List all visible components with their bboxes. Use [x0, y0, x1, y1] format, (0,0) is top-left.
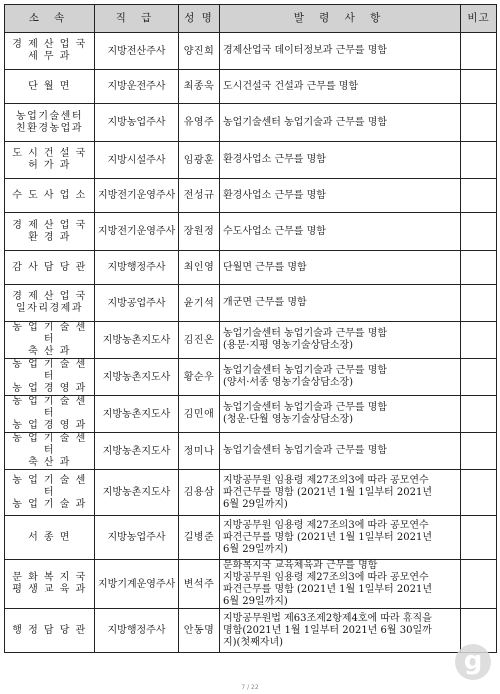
- dept-cell: 감 사 담 당 관: [5, 251, 95, 285]
- header-order: 발 령 사 항: [220, 5, 461, 33]
- grade-cell: 지방행정주사: [95, 251, 179, 285]
- dept-cell: 농 업 기 술 센 터 축 산 과: [5, 433, 95, 470]
- name-cell: 길병준: [179, 516, 220, 560]
- order-cell: 환경사업소 근무를 명함: [220, 142, 461, 179]
- name-cell: 안동명: [179, 609, 220, 653]
- name-cell: 김용삼: [179, 470, 220, 516]
- order-cell: 도시건설국 건설과 근무를 명함: [220, 70, 461, 104]
- note-cell: [461, 396, 497, 433]
- note-cell: [461, 33, 497, 70]
- note-cell: [461, 251, 497, 285]
- table-row: [5, 70, 497, 104]
- note-cell: [461, 470, 497, 516]
- note-cell: [461, 104, 497, 142]
- note-cell: [461, 359, 497, 396]
- grade-cell: 지방전기운영주사: [95, 213, 179, 251]
- personnel-table: [4, 4, 497, 653]
- order-cell: 지방공무원 임용령 제27조의3에 따라 공모연수 파견근무를 명함 (2021년 1월 1일부터 2021년 6월 29일까지): [220, 516, 461, 560]
- table-header-row: [5, 5, 497, 33]
- note-cell: [461, 560, 497, 609]
- table-row: [5, 359, 497, 396]
- grade-cell: 지방농촌지도사: [95, 470, 179, 516]
- watermark-logo-icon: [455, 644, 491, 680]
- table-row: [5, 322, 497, 359]
- header-grade: 직 급: [95, 5, 179, 33]
- grade-cell: 지방농촌지도사: [95, 322, 179, 359]
- note-cell: [461, 433, 497, 470]
- name-cell: 김진온: [179, 322, 220, 359]
- table-row: [5, 609, 497, 653]
- order-cell: 경제산업국 데이터정보과 근무를 명함: [220, 33, 461, 70]
- table-row: [5, 396, 497, 433]
- name-cell: 정미나: [179, 433, 220, 470]
- grade-cell: 지방운전주사: [95, 70, 179, 104]
- table-row: [5, 213, 497, 251]
- dept-cell: 문 화 복 지 국 평 생 교 육 과: [5, 560, 95, 609]
- grade-cell: 지방농촌지도사: [95, 433, 179, 470]
- page-number: 7 / 22: [241, 684, 259, 691]
- dept-cell: 행 정 담 당 관: [5, 609, 95, 653]
- table-row: [5, 251, 497, 285]
- dept-cell: 도 시 건 설 국 허 가 과: [5, 142, 95, 179]
- dept-cell: 농 업 기 술 센 터 농 업 경 영 과: [5, 396, 95, 433]
- table-row: [5, 516, 497, 560]
- dept-cell: 단 월 면: [5, 70, 95, 104]
- name-cell: 전성규: [179, 179, 220, 213]
- grade-cell: 지방농촌지도사: [95, 359, 179, 396]
- table-row: [5, 433, 497, 470]
- order-cell: 수도사업소 근무를 명함: [220, 213, 461, 251]
- dept-cell: 서 종 면: [5, 516, 95, 560]
- grade-cell: 지방전산주사: [95, 33, 179, 70]
- order-cell: 농업기술센터 농업기술과 근무를 명함 (청운·단월 영농기술상담소장): [220, 396, 461, 433]
- note-cell: [461, 213, 497, 251]
- table-row: [5, 179, 497, 213]
- grade-cell: 지방전기운영주사: [95, 179, 179, 213]
- order-cell: 농업기술센터 농업기술과 근무를 명함 (용문·지평 영농기술상담소장): [220, 322, 461, 359]
- order-cell: 개군면 근무를 명함: [220, 285, 461, 322]
- grade-cell: 지방공업주사: [95, 285, 179, 322]
- dept-cell: 경 제 산 업 국 일자리경제과: [5, 285, 95, 322]
- grade-cell: 지방행정주사: [95, 609, 179, 653]
- grade-cell: 지방농업주사: [95, 104, 179, 142]
- grade-cell: 지방농업주사: [95, 516, 179, 560]
- name-cell: 윤기석: [179, 285, 220, 322]
- name-cell: 황순우: [179, 359, 220, 396]
- note-cell: [461, 516, 497, 560]
- header-note: 비고: [461, 5, 497, 33]
- note-cell: [461, 322, 497, 359]
- order-cell: 지방공무원 임용령 제27조의3에 따라 공모연수 파견근무를 명함 (2021년 1월 1일부터 2021년 6월 29일까지): [220, 470, 461, 516]
- name-cell: 최인영: [179, 251, 220, 285]
- order-cell: 환경사업소 근무를 명함: [220, 179, 461, 213]
- table-row: [5, 104, 497, 142]
- dept-cell: 수 도 사 업 소: [5, 179, 95, 213]
- table-row: [5, 142, 497, 179]
- order-cell: 문화복지국 교육체육과 근무를 명함 지방공무원 임용령 제27조의3에 따라 공모연수 파견근무를 명함 (2021년 1월 1일부터 2021년 6월 29일까지): [220, 560, 461, 609]
- dept-cell: 농 업 기 술 센 터 농 업 경 영 과: [5, 359, 95, 396]
- dept-cell: 농 업 기 술 센 터 축 산 과: [5, 322, 95, 359]
- note-cell: [461, 179, 497, 213]
- order-cell: 농업기술센터 농업기술과 근무를 명함 (양서·서종 영농기술상담소장): [220, 359, 461, 396]
- dept-cell: 농 업 기 술 센 터 농 업 기 술 과: [5, 470, 95, 516]
- name-cell: 양진희: [179, 33, 220, 70]
- order-cell: 지방공무원법 제63조제2항제4호에 따라 휴직을 명함(2021년 1월 1일부터 2021년 6월 30일까 지)(첫째자녀): [220, 609, 461, 653]
- note-cell: [461, 142, 497, 179]
- table-row: [5, 470, 497, 516]
- note-cell: [461, 285, 497, 322]
- grade-cell: 지방기계운영주사: [95, 560, 179, 609]
- name-cell: 임광훈: [179, 142, 220, 179]
- table-row: [5, 285, 497, 322]
- table-row: [5, 560, 497, 609]
- name-cell: 김민애: [179, 396, 220, 433]
- grade-cell: 지방시설주사: [95, 142, 179, 179]
- name-cell: 최종욱: [179, 70, 220, 104]
- table-row: [5, 33, 497, 70]
- header-name: 성 명: [179, 5, 220, 33]
- note-cell: [461, 70, 497, 104]
- dept-cell: 경 제 산 업 국 세 무 과: [5, 33, 95, 70]
- header-dept: 소 속: [5, 5, 95, 33]
- dept-cell: 경 제 산 업 국 환 경 과: [5, 213, 95, 251]
- order-cell: 농업기술센터 농업기술과 근무를 명함: [220, 433, 461, 470]
- logo-glyph: g: [463, 646, 483, 676]
- order-cell: 농업기술센터 농업기술과 근무를 명함: [220, 104, 461, 142]
- name-cell: 장원정: [179, 213, 220, 251]
- order-cell: 단월면 근무를 명함: [220, 251, 461, 285]
- name-cell: 유영주: [179, 104, 220, 142]
- grade-cell: 지방농촌지도사: [95, 396, 179, 433]
- dept-cell: 농업기술센터 친환경농업과: [5, 104, 95, 142]
- name-cell: 변석주: [179, 560, 220, 609]
